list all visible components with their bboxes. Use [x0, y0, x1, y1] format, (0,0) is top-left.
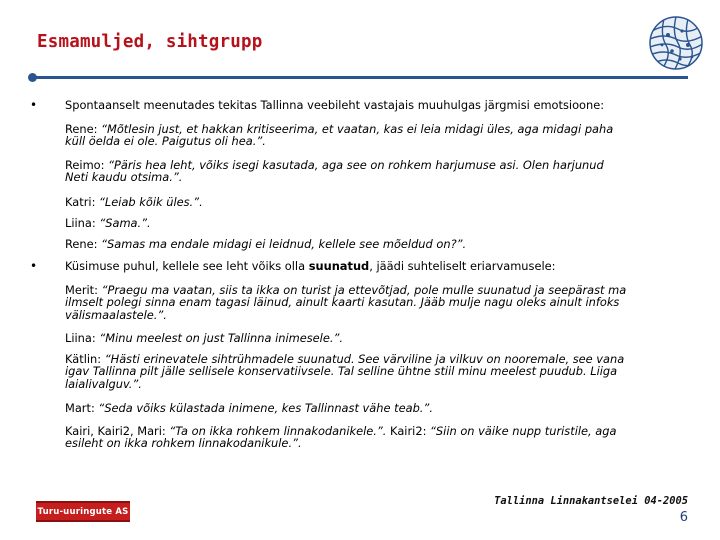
bullet-marker: • — [30, 259, 38, 273]
quote-item: Rene: “Mõtlesin just, et hakkan kritiseerima, et vaatan, kas ei leia midagi üles, aga midagi paha küll öelda ei ole. Paigutus oli hea.”. — [65, 122, 614, 149]
quote-item: Liina: “Minu meelest on just Tallinna inimesele.”. — [65, 331, 344, 345]
footer-org: Tallinna Linnakantselei 04-2005 — [494, 495, 688, 507]
page-number: 6 — [679, 510, 688, 525]
company-badge-logo — [36, 501, 130, 522]
quote-item: Liina: “Sama.”. — [65, 216, 151, 230]
quote-item: Kairi, Kairi2, Mari: “Ta on ikka rohkem linnakodanikele.”. Kairi2: “Siin on väike nupp turistile, aga esileht on ikka rohkem linnakodanikule.”. — [65, 424, 617, 451]
quote-item: Rene: “Samas ma endale midagi ei leidnud, kellele see mõeldud on?”. — [65, 237, 467, 251]
quote-item: Kätlin: “Hästi erinevatele sihtrühmadele suunatud. See värviline ja vilkuv on nooremale, see vana igav Tallinna pilt jälle sellisele konservatiivsele. Tal selline ühtne stiil minu meelest puudub. Liiga laialivalguv.”. — [65, 352, 625, 391]
quote-item: Mart: “Seda võiks külastada inimene, kes Tallinnast vähe teab.”. — [65, 401, 433, 415]
globe-logo-icon — [648, 15, 704, 71]
quote-item: Merit: “Praegu ma vaatan, siis ta ikka on turist ja ettevõtjad, pole mulle suunatud ja seepärast ma ilmselt polegi sinna enam tagasi läinud, ainult kaarti kasutan. Jääb mulje nagu oleks ainult infoks välismaalastele.”. — [65, 283, 627, 322]
title-rule — [32, 76, 688, 79]
bullet-marker: • — [30, 98, 38, 112]
company-badge-label: Turu-uuringute AS — [37, 506, 129, 517]
bullet-text: Spontaanselt meenutades tekitas Tallinna veebileht vastajais muuhulgas järgmisi emotsioone: — [65, 98, 605, 112]
bullet-text: Küsimuse puhul, kellele see leht võiks olla suunatud, jäädi suhteliselt eriarvamusele: — [65, 259, 556, 273]
slide-title: Esmamuljed, sihtgrupp — [37, 32, 263, 52]
quote-item: Reimo: “Päris hea leht, võiks isegi kasutada, aga see on rohkem harjumuse asi. Olen harjunud Neti kaudu otsima.”. — [65, 158, 604, 185]
quote-item: Katri: “Leiab kõik üles.”. — [65, 195, 203, 209]
